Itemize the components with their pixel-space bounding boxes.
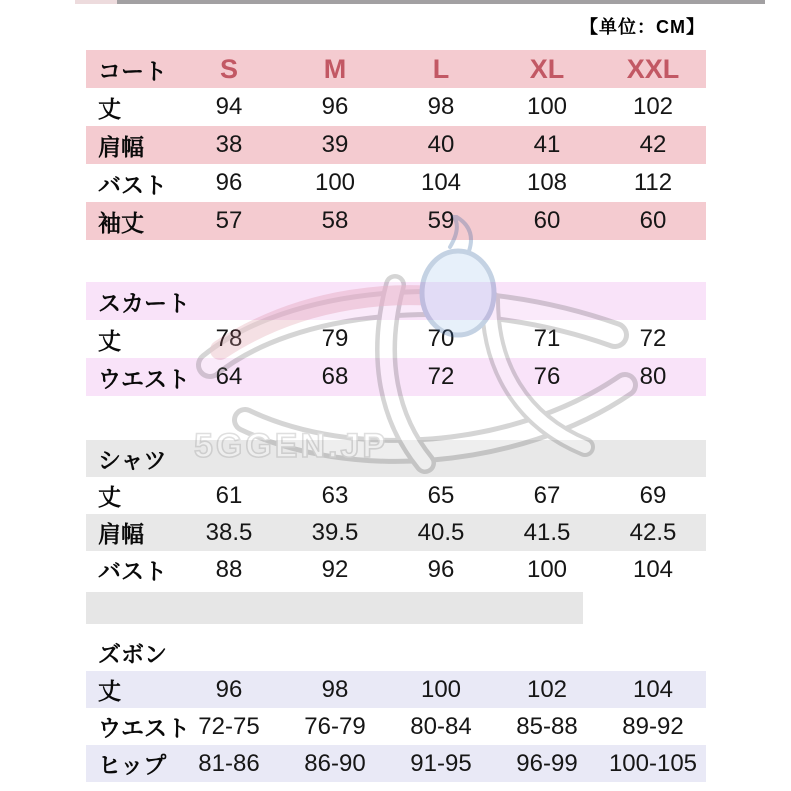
value-cell: 42 [639,131,667,158]
row-label: バスト [98,558,167,584]
unit-label: 【单位：CM】 [580,17,705,37]
cropped-top-strip [0,0,791,4]
value-cell: 100 [420,675,462,703]
value-cell: 58 [321,207,349,234]
value-cell: 96 [215,169,243,196]
value-cell: 80 [639,363,667,390]
section-coat [86,50,706,240]
value-cell: 96 [215,675,243,703]
value-cell: 72-75 [198,712,260,740]
value-cell: 79 [321,325,349,352]
value-cell: 89-92 [622,712,684,740]
value-cell: 57 [215,207,243,234]
value-cell: 41.5 [523,518,571,546]
value-cell: 80-84 [410,712,472,740]
value-cell: 98 [427,93,455,120]
value-cell: 92 [321,555,349,583]
row-label: バスト [98,171,167,198]
size-chart-table [86,50,706,782]
value-cell: 76 [533,363,561,390]
row-label: ウエスト [98,365,190,392]
value-cell: 69 [639,481,667,509]
value-cell: 65 [427,481,455,509]
coat-sleeve-row [86,202,706,240]
skirt-title: スカート [98,289,190,316]
value-cell: 40.5 [417,518,465,546]
value-cell: 112 [633,169,673,196]
empty-gray-row [86,592,583,624]
value-cell: 81-86 [198,749,260,777]
value-cell: 38.5 [205,518,253,546]
value-cell: 72 [427,363,455,390]
section-pants [86,634,706,782]
row-label: 肩幅 [98,521,144,547]
shirt-shoulder-row [86,514,706,551]
value-cell: 102 [632,93,674,120]
value-cell: 96-99 [516,749,578,777]
size-col-xxl: XXL [626,53,680,84]
value-cell: 94 [215,93,243,120]
row-label: 肩幅 [98,133,144,160]
row-label: 丈 [98,678,121,704]
skirt-header-row [86,282,706,320]
coat-bust-row [86,164,706,202]
row-label: 丈 [98,95,121,122]
section-skirt [86,282,706,396]
shirt-bust-row [86,551,706,588]
value-cell: 104 [420,169,462,196]
value-cell: 96 [321,93,349,120]
row-label: 丈 [98,327,121,354]
value-cell: 104 [632,555,674,583]
value-cell: 100 [526,555,568,583]
value-cell: 42.5 [629,518,677,546]
value-cell: 76-79 [304,712,366,740]
value-cell: 59 [427,207,455,234]
value-cell: 91-95 [410,749,472,777]
value-cell: 88 [215,555,243,583]
value-cell: 72 [639,325,667,352]
top-strip-gray-segment [117,0,765,4]
value-cell: 100-105 [608,749,698,777]
top-strip-pink-segment [75,0,117,4]
value-cell: 78 [215,325,243,352]
value-cell: 108 [526,169,568,196]
shirt-title: シャツ [98,447,167,473]
value-cell: 60 [639,207,667,234]
shirt-header-row [86,440,706,477]
value-cell: 60 [533,207,561,234]
value-cell: 40 [427,131,455,158]
row-label: ヒップ [98,752,167,778]
coat-shoulder-row [86,126,706,164]
value-cell: 63 [321,481,349,509]
value-cell: 39 [321,131,349,158]
pants-hip-row [86,745,706,782]
row-label: 袖丈 [98,209,144,236]
value-cell: 85-88 [516,712,578,740]
row-label: ウエスト [98,715,190,741]
shirt-length-row [86,477,706,514]
value-cell: 70 [427,325,455,352]
coat-length-row [86,88,706,126]
value-cell: 102 [526,675,568,703]
value-cell: 71 [533,325,561,352]
section-shirt [86,440,706,588]
size-col-xl: XL [529,53,565,84]
coat-title: コート [98,57,167,84]
size-col-m: M [323,53,347,84]
value-cell: 100 [526,93,568,120]
skirt-length-row [86,320,706,358]
value-cell: 64 [215,363,243,390]
value-cell: 86-90 [304,749,366,777]
coat-header-row [86,50,706,88]
value-cell: 98 [321,675,349,703]
pants-header-row [86,634,706,671]
value-cell: 38 [215,131,243,158]
size-col-l: L [432,53,450,84]
value-cell: 104 [632,675,674,703]
pants-waist-row [86,708,706,745]
size-col-s: S [219,53,238,84]
value-cell: 67 [533,481,561,509]
value-cell: 39.5 [311,518,359,546]
value-cell: 96 [427,555,455,583]
value-cell: 41 [533,131,561,158]
pants-title: ズボン [98,641,167,667]
row-label: 丈 [98,484,121,510]
skirt-waist-row [86,358,706,396]
pants-length-row [86,671,706,708]
value-cell: 100 [314,169,356,196]
value-cell: 61 [215,481,243,509]
value-cell: 68 [321,363,349,390]
watermark-text: 5GGEN.JP [194,427,389,465]
